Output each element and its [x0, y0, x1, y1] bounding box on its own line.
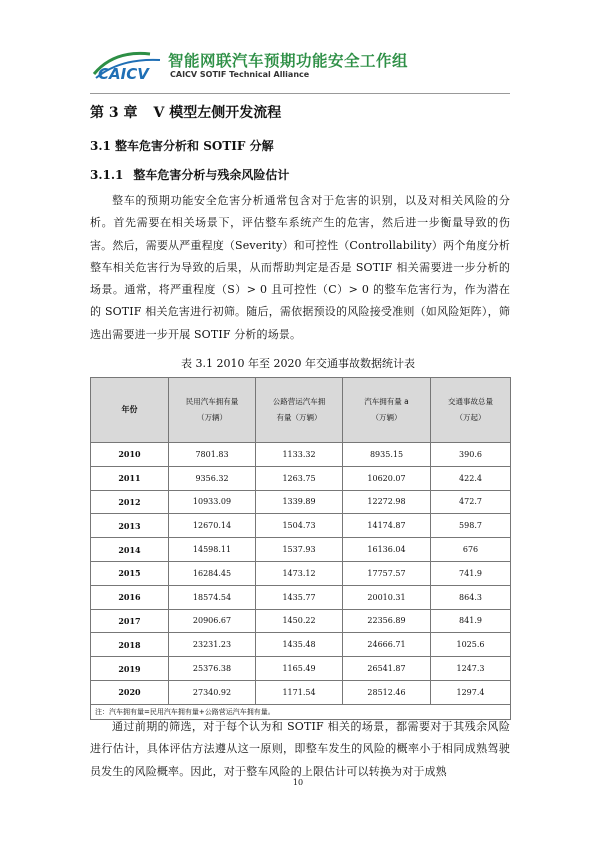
value-cell: 676 — [431, 538, 511, 562]
value-cell: 864.3 — [431, 585, 511, 609]
body-paragraph-2: 通过前期的筛选，对于每个认为和 SOTIF 相关的场景，都需要对于其残余风险进行估计，具体评估方法遵从这一原则，即整车发生的风险的概率小于相同成熟驾驶员发生的风险概率。因此，对于整车风险的上限估计可以转换为对于成熟 — [90, 720, 510, 778]
year-cell: 2016 — [91, 585, 169, 609]
header-civil-vehicles: 民用汽车拥有量 （万辆） — [169, 378, 256, 443]
header-year: 年份 — [91, 378, 169, 443]
year-cell: 2011 — [91, 466, 169, 490]
value-cell: 390.6 — [431, 443, 511, 467]
value-cell: 12670.14 — [169, 514, 256, 538]
value-cell: 1435.77 — [256, 585, 343, 609]
value-cell: 8935.15 — [343, 443, 431, 467]
value-cell: 1165.49 — [256, 657, 343, 681]
value-cell: 22356.89 — [343, 609, 431, 633]
year-cell: 2017 — [91, 609, 169, 633]
subsection-heading — [90, 166, 289, 183]
value-cell: 1537.93 — [256, 538, 343, 562]
table-row — [91, 561, 511, 585]
value-cell: 1297.4 — [431, 680, 511, 704]
value-cell: 9356.32 — [169, 466, 256, 490]
table-row — [91, 514, 511, 538]
table-row — [91, 466, 511, 490]
table-row — [91, 657, 511, 681]
value-cell: 841.9 — [431, 609, 511, 633]
value-cell: 1473.12 — [256, 561, 343, 585]
value-cell: 16136.04 — [343, 538, 431, 562]
table-row — [91, 633, 511, 657]
value-cell: 1339.89 — [256, 490, 343, 514]
value-cell: 741.9 — [431, 561, 511, 585]
value-cell: 7801.83 — [169, 443, 256, 467]
value-cell: 1025.6 — [431, 633, 511, 657]
value-cell: 1435.48 — [256, 633, 343, 657]
accident-stats-table — [90, 377, 511, 720]
value-cell: 14174.87 — [343, 514, 431, 538]
subsection-title: 整车危害分析与残余风险估计 — [133, 168, 290, 182]
value-cell: 20010.31 — [343, 585, 431, 609]
value-cell: 26541.87 — [343, 657, 431, 681]
chapter-title: V 模型左侧开发流程 — [153, 105, 282, 121]
value-cell: 16284.45 — [169, 561, 256, 585]
value-cell: 23231.23 — [169, 633, 256, 657]
value-cell: 1247.3 — [431, 657, 511, 681]
logo-wordmark: CAICV — [98, 65, 149, 83]
value-cell: 20906.67 — [169, 609, 256, 633]
value-cell: 24666.71 — [343, 633, 431, 657]
table-row — [91, 609, 511, 633]
org-name: 智能网联汽车预期功能安全工作组 — [168, 52, 409, 70]
value-cell: 17757.57 — [343, 561, 431, 585]
value-cell: 18574.54 — [169, 585, 256, 609]
value-cell: 1450.22 — [256, 609, 343, 633]
value-cell: 25376.38 — [169, 657, 256, 681]
year-cell: 2018 — [91, 633, 169, 657]
header-total-vehicles: 汽车拥有量 a （万辆） — [343, 378, 431, 443]
header-accidents: 交通事故总量 （万起） — [431, 378, 511, 443]
value-cell: 1504.73 — [256, 514, 343, 538]
value-cell: 10620.07 — [343, 466, 431, 490]
year-cell: 2014 — [91, 538, 169, 562]
org-subtitle: CAICV SOTIF Technical Alliance — [170, 70, 310, 79]
value-cell: 28512.46 — [343, 680, 431, 704]
year-cell: 2013 — [91, 514, 169, 538]
page-header — [90, 48, 510, 88]
value-cell: 10933.09 — [169, 490, 256, 514]
value-cell: 598.7 — [431, 514, 511, 538]
value-cell: 422.4 — [431, 466, 511, 490]
year-cell: 2012 — [91, 490, 169, 514]
table-note: 注：汽车拥有量=民用汽车拥有量+公路营运汽车拥有量。 — [91, 704, 511, 719]
table-header-row — [91, 378, 511, 443]
table-row — [91, 680, 511, 704]
section-heading: 3.1 整车危害分析和 SOTIF 分解 — [90, 139, 274, 153]
table-row — [91, 585, 511, 609]
year-cell: 2010 — [91, 443, 169, 467]
value-cell: 14598.11 — [169, 538, 256, 562]
value-cell: 1133.32 — [256, 443, 343, 467]
caicv-logo — [90, 48, 168, 84]
table-row — [91, 538, 511, 562]
value-cell: 472.7 — [431, 490, 511, 514]
table-row — [91, 443, 511, 467]
subsection-number: 3.1.1 — [90, 168, 124, 182]
value-cell: 12272.98 — [343, 490, 431, 514]
value-cell: 1263.75 — [256, 466, 343, 490]
chapter-number: 第 3 章 — [90, 105, 138, 121]
value-cell: 1171.54 — [256, 680, 343, 704]
chapter-heading — [90, 102, 281, 122]
header-divider — [90, 93, 510, 94]
year-cell: 2020 — [91, 680, 169, 704]
body-paragraph-1: 整车的预期功能安全危害分析通常包含对于危害的识别，以及对相关风险的分析。首先需要在相关场景下，评估整车系统产生的危害，然后进一步衡量导致的伤害。然后，需要从严重程度（Severity）和可控性（Controllability）两个角度分析整车相关危害行为导致的后果，从而帮助判定是否是 SOTIF 相关需要进一步分析的场景。通常，将严重程度（S）> 0 且可控性（C）> 0 的整车危害行为，作为潜在的 SOTIF 相关危害进行初筛。随后，需依据预设的风险接受准则（如风险矩阵），筛选出需要进一步开展 SOTIF 分析的场景。 — [90, 194, 510, 341]
table-caption: 表 3.1 2010 年至 2020 年交通事故数据统计表 — [181, 357, 415, 370]
value-cell: 27340.92 — [169, 680, 256, 704]
year-cell: 2019 — [91, 657, 169, 681]
table-row — [91, 490, 511, 514]
year-cell: 2015 — [91, 561, 169, 585]
page-number: 10 — [292, 778, 304, 787]
header-road-vehicles: 公路营运汽车拥 有量（万辆） — [256, 378, 343, 443]
